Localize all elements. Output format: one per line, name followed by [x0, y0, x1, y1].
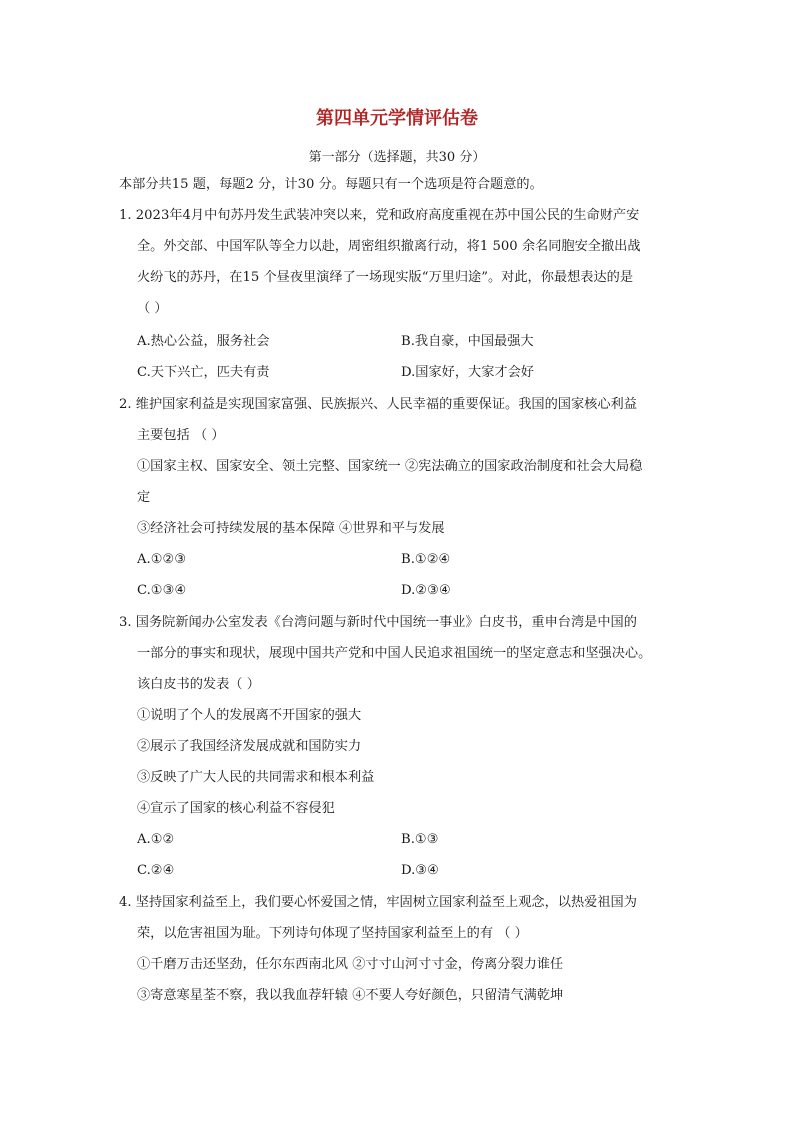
q2-line-4: 定 [137, 490, 151, 505]
q3-option-d: D.③④ [401, 863, 439, 878]
q4-line-1: 4. 坚持国家利益至上，我们要心怀爱国之情，牢固树立国家利益至上观念，以热爱祖国为 [119, 895, 637, 910]
q2-option-b: B.①②④ [401, 552, 451, 567]
q1-line-1: 1. 2023年4月中旬苏丹发生武装冲突以来，党和政府高度重视在苏中国公民的生命财产安 [119, 208, 640, 223]
q3-line-2: 一部分的事实和现状，展现中国共产党和中国人民追求祖国统一的坚定意志和坚强决心。 [137, 646, 652, 661]
q1-line-2: 全。外交部、中国军队等全力以赴，周密组织撤离行动，将1 500 余名同胞安全撤出战 [137, 239, 641, 254]
q3-line-7: ④宣示了国家的核心利益不容侵犯 [137, 801, 335, 816]
q4-line-4: ③寄意寒星荃不察，我以我血荐轩辕 ④不要人夸好颜色，只留清气满乾坤 [137, 988, 564, 1003]
instructions: 本部分共15 题，每题2 分，计30 分。每题只有一个选项是符合题意的。 [119, 177, 543, 192]
q2-option-d: D.②③④ [401, 583, 451, 598]
q1-line-3: 火纷飞的苏丹，在15 个昼夜里演绎了一场现实版“万里归途”。对此，你最想表达的是 [137, 270, 634, 285]
q2-option-a: A.①②③ [137, 552, 187, 567]
q3-line-6: ③反映了广大人民的共同需求和根本利益 [137, 770, 375, 785]
q1-option-c: C.天下兴亡，匹夫有责 [137, 365, 270, 380]
q4-line-3: ①千磨万击还坚劲，任尔东西南北风 ②寸寸山河寸寸金，侉离分裂力谁任 [137, 957, 564, 972]
q3-option-b: B.①③ [401, 832, 439, 847]
q3-option-c: C.②④ [137, 863, 175, 878]
q2-line-3: ①国家主权、国家安全、领土完整、国家统一 ②宪法确立的国家政治制度和社会大局稳 [137, 459, 643, 474]
q3-line-3: 该白皮书的发表（ ） [137, 677, 260, 692]
page-title: 第四单元学情评估卷 [316, 108, 478, 129]
q2-option-c: C.①③④ [137, 583, 187, 598]
q1-option-d: D.国家好，大家才会好 [401, 365, 534, 380]
q1-line-4: （ ） [137, 301, 168, 316]
q3-line-1: 3. 国务院新闻办公室发表《台湾问题与新时代中国统一事业》白皮书，重申台湾是中国的 [119, 615, 637, 630]
q2-line-1: 2. 维护国家利益是实现国家富强、民族振兴、人民幸福的重要保证。我国的国家核心利益 [119, 397, 637, 412]
part-heading: 第一部分（选择题，共30 分） [308, 150, 486, 165]
q3-option-a: A.①② [137, 832, 175, 847]
q1-option-a: A.热心公益，服务社会 [137, 334, 270, 349]
q3-line-4: ①说明了个人的发展离不开国家的强大 [137, 708, 362, 723]
q1-option-b: B.我自豪，中国最强大 [401, 334, 534, 349]
q2-line-2: 主要包括 （ ） [137, 428, 225, 443]
q3-line-5: ②展示了我国经济发展成就和国防实力 [137, 739, 362, 754]
q2-line-5: ③经济社会可持续发展的基本保障 ④世界和平与发展 [137, 521, 445, 536]
q4-line-2: 荣，以危害祖国为耻。下列诗句体现了坚持国家利益至上的有 （ ） [137, 926, 528, 941]
